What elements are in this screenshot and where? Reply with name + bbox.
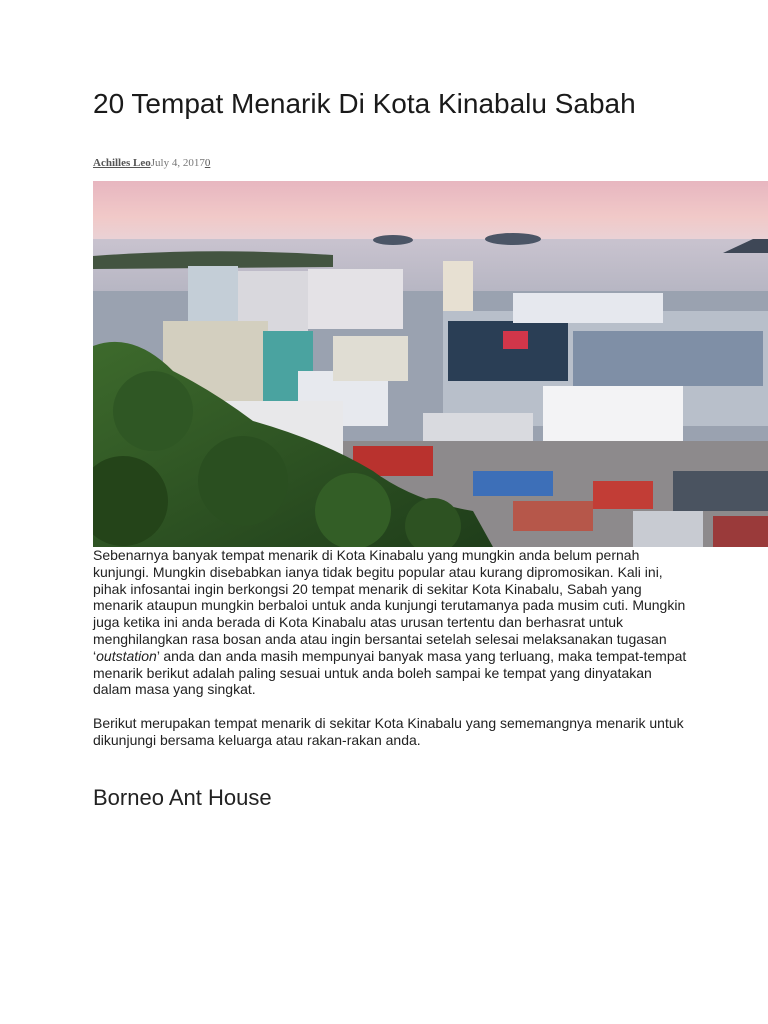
article-body bbox=[93, 547, 693, 766]
section-heading: Borneo Ant House bbox=[93, 785, 272, 810]
comments-count-link[interactable]: 0 bbox=[204, 157, 211, 169]
city-harbor-photo bbox=[93, 181, 768, 547]
page-title: 20 Tempat Menarik Di Kota Kinabalu Sabah bbox=[93, 88, 636, 119]
author-link[interactable]: Achilles Leo bbox=[93, 157, 151, 169]
intro-paragraph: Sebenarnya banyak tempat menarik di Kota Kinabalu yang mungkin anda belum pernah kunjungi. Mungkin disebabkan ianya tidak begitu popular atau kurang dipromosikan. Kali ini, pihak infosantai ingin berkongsi 20 tempat menarik di sekitar Kota Kinabalu, Sabah yang menarik ataupun mungkin berbaloi untuk anda kunjungi terutamanya pada musim cuti. Mungkin juga ketika ini anda berada di Kota Kinabalu atas urusan tertentu dan berhasrat untuk menghilangkan rasa bosan anda atau ingin bersantai setelah selesai melaksanakan tugasan ‘outstation’ anda dan anda masih mempunyai banyak masa yang terluang, maka tempat-tempat menarik berikut adalah paling sesuai untuk anda boleh sampai ke tempat yang dinyatakan dalam masa yang singkat. bbox=[93, 547, 687, 698]
post-date: July 4, 2017 bbox=[150, 157, 205, 169]
emphasis-text: outstation bbox=[96, 647, 157, 664]
secondary-paragraph: Berikut merupakan tempat menarik di sekitar Kota Kinabalu yang sememangnya menarik untuk dikunjungi bersama keluarga atau rakan-rakan anda. bbox=[93, 715, 684, 748]
post-meta bbox=[93, 157, 210, 169]
hero-image bbox=[93, 181, 768, 547]
